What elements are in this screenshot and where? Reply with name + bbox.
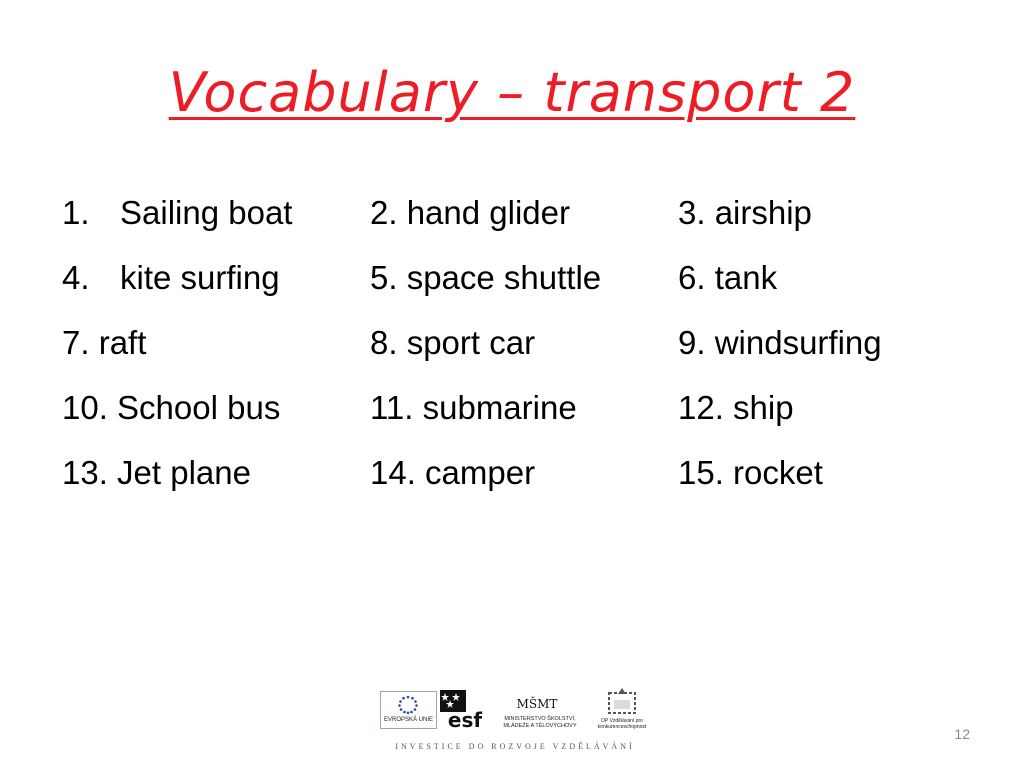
vocab-number: 12. xyxy=(678,389,724,426)
vocab-number: 3. xyxy=(678,194,706,231)
vocab-word: Sailing boat xyxy=(120,194,293,231)
vocab-item xyxy=(370,187,678,252)
vocab-word: camper xyxy=(425,454,536,491)
msmt-mark-text: MŠMT xyxy=(516,697,558,711)
vocab-word: tank xyxy=(714,259,778,296)
vocab-number: 1. xyxy=(62,194,90,231)
eu-logo xyxy=(380,691,437,729)
vocab-word: sport car xyxy=(406,324,536,361)
vocab-item xyxy=(678,252,978,317)
eu-flag-icon xyxy=(395,694,421,714)
vocab-item xyxy=(370,317,678,382)
vocab-number: 10. xyxy=(62,389,108,426)
vocabulary-grid xyxy=(62,187,982,512)
esf-logo xyxy=(440,690,490,730)
vocab-number: 5. xyxy=(370,259,398,296)
vocab-item xyxy=(62,317,370,382)
vocab-number: 6. xyxy=(678,259,706,296)
vocab-number: 14. xyxy=(370,454,416,491)
vocab-item xyxy=(678,187,978,252)
funding-logos xyxy=(380,688,652,736)
vocab-number: 11. xyxy=(370,389,414,426)
op-label: OP Vzdělávání pro konkurenceschopnost xyxy=(597,718,647,730)
msmt-logo xyxy=(494,688,586,732)
eu-label: EVROPSKÁ UNIE xyxy=(383,717,433,723)
vocab-item xyxy=(678,447,978,512)
vocab-item xyxy=(678,382,978,447)
vocab-number: 15. xyxy=(678,454,724,491)
msmt-mark-icon xyxy=(516,688,558,716)
vocab-word: hand glider xyxy=(406,194,570,231)
op-mark-icon xyxy=(606,688,638,716)
vocab-word: submarine xyxy=(422,389,577,426)
vocab-item xyxy=(678,317,978,382)
msmt-label: MINISTERSTVO ŠKOLSTVÍ, MLÁDEŽE A TĚLOVÝCHOVY xyxy=(503,716,577,729)
vocab-item xyxy=(62,252,370,317)
vocab-word: windsurfing xyxy=(714,324,882,361)
slide-title: Vocabulary – transport 2 xyxy=(168,61,856,124)
op-logo xyxy=(592,688,652,734)
vocab-number: 9. xyxy=(678,324,706,361)
vocab-word: rocket xyxy=(733,454,823,491)
vocab-word: space shuttle xyxy=(406,259,602,296)
vocab-word: ship xyxy=(733,389,794,426)
vocab-number: 4. xyxy=(62,259,90,296)
page-number: 12 xyxy=(954,726,970,742)
vocab-item xyxy=(62,382,370,447)
vocab-word: kite surfing xyxy=(120,259,280,296)
vocab-word: Jet plane xyxy=(117,454,251,491)
vocab-number: 2. xyxy=(370,194,398,231)
vocab-item xyxy=(370,447,678,512)
vocab-item xyxy=(370,252,678,317)
vocab-word: School bus xyxy=(117,389,281,426)
footer-tagline: INVESTICE DO ROZVOJE VZDĚLÁVÁNÍ xyxy=(395,742,635,751)
vocab-item xyxy=(62,447,370,512)
vocab-word: raft xyxy=(98,324,147,361)
vocab-number: 8. xyxy=(370,324,398,361)
vocab-item xyxy=(370,382,678,447)
vocab-number: 13. xyxy=(62,454,108,491)
vocab-word: airship xyxy=(714,194,812,231)
vocab-number: 7. xyxy=(62,324,90,361)
esf-wordmark: esf xyxy=(447,708,483,732)
vocab-item xyxy=(62,187,370,252)
